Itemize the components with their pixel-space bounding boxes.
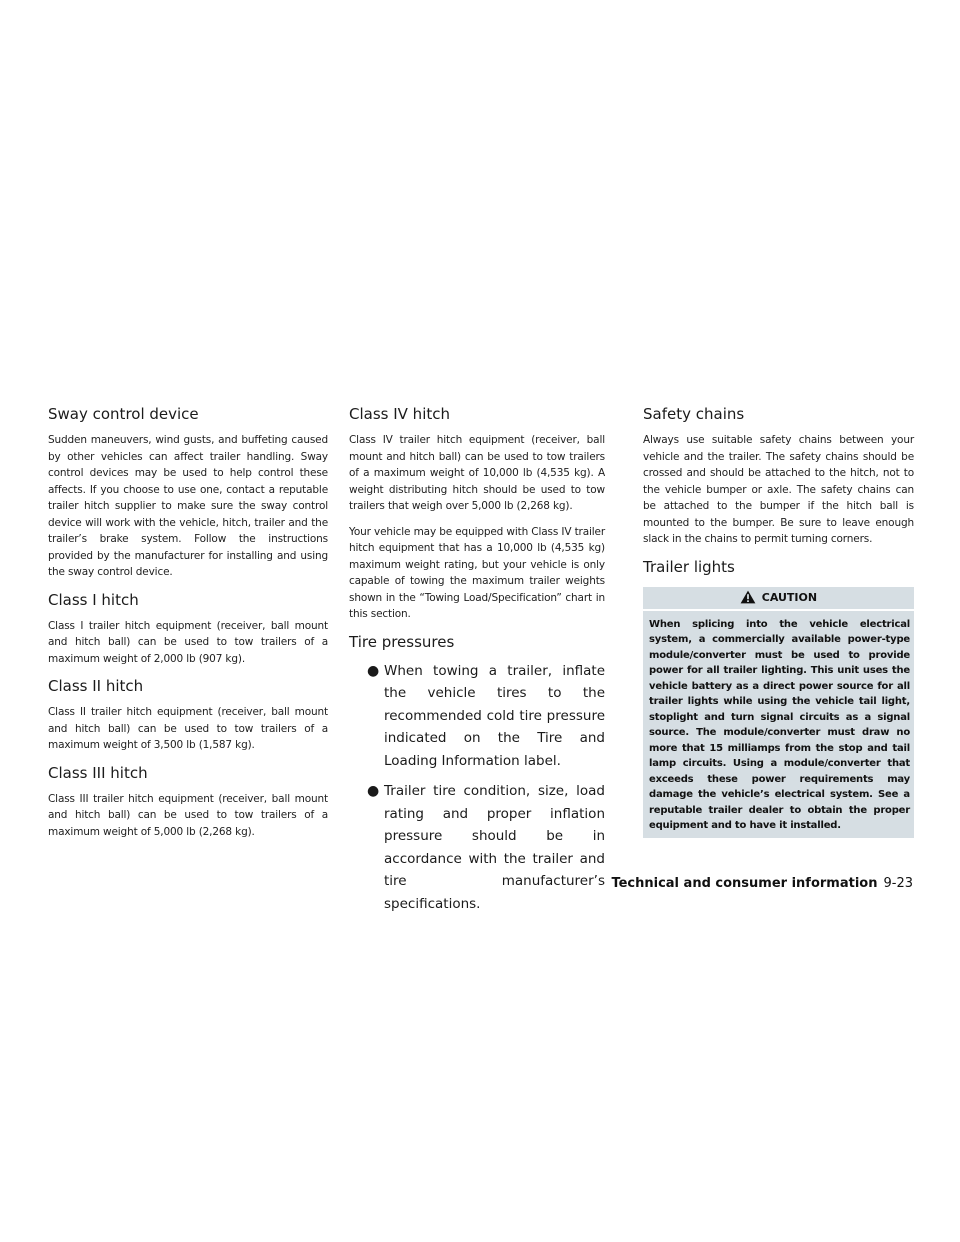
caution-header: [643, 587, 914, 611]
bullet-icon: ●: [367, 783, 380, 799]
section-trailer-lights: [643, 557, 914, 838]
caution-box: [643, 587, 914, 838]
heading-trailer-lights: Trailer lights: [643, 557, 735, 576]
heading-class-2-hitch: Class II hitch: [48, 677, 144, 695]
warning-triangle-icon: [740, 590, 756, 604]
footer-section-title: Technical and consumer information: [611, 876, 878, 891]
column-middle: [349, 404, 605, 923]
caution-text: When splicing into the vehicle electrical system, a commercially available power-type module/converter must be used to provide power for all trailer lighting. This unit uses the vehicle battery as a direct power source for all trailer lights while using the vehicle tail light, stoplight and turn signal circuits as a signal source. The module/converter must draw no more that 15 milliamps from the stop and tail lamp circuits. Using a module/converter that exceeds these power requirements may damage the vehicle’s electrical system. See a reputable trailer dealer to obtain the proper equipment and to have it installed.: [649, 618, 910, 831]
heading-class-4-hitch: Class IV hitch: [349, 405, 450, 423]
text-class-4-hitch-2: Your vehicle may be equipped with Class IV trailer hitch equipment that has a 10,000 lb (4,535 kg) maximum weight rating, but your vehicle is only capable of towing the maximum trailer weights shown in the “Towing Load/Specification” chart in this section.: [349, 525, 605, 620]
text-class-1-hitch: Class I trailer hitch equipment (receiver, ball mount and hitch ball) can be used to tow trailers of a maximum weight of 2,000 lb (907 kg).: [48, 619, 328, 665]
heading-sway-control: Sway control device: [48, 405, 199, 423]
text-class-4-hitch-1: Class IV trailer hitch equipment (receiver, ball mount and hitch ball) can be used to tow trailers of a maximum weight of 10,000 lb (4,535 kg). A weight distributing hitch should be used to tow trailers that weigh over 5,000 lb (2,268 kg).: [349, 434, 605, 512]
section-safety-chains: [643, 404, 914, 548]
list-item: [349, 780, 605, 915]
heading-tire-pressures: Tire pressures: [349, 632, 455, 651]
section-class-2-hitch: [48, 676, 328, 754]
column-right: [643, 404, 914, 838]
tire-pressure-list: [349, 660, 605, 916]
heading-class-3-hitch: Class III hitch: [48, 763, 148, 782]
bullet-icon: ●: [367, 662, 380, 679]
text-class-2-hitch: Class II trailer hitch equipment (receiver, ball mount and hitch ball) can be used to tow trailers of a maximum weight of 3,500 lb (1,587 kg).: [48, 706, 328, 751]
heading-class-1-hitch: Class I hitch: [48, 590, 139, 609]
list-item-text: When towing a trailer, inflate the vehicle tires to the recommended cold tire pressure indicated on the Tire and Loading Information label.: [384, 662, 605, 769]
text-safety-chains: Always use suitable safety chains between your vehicle and the trailer. The safety chains should be crossed and should be attached to the hitch, not to the vehicle bumper or axle. The safety chains can be attached to the bumper if the hitch ball is mounted to the bumper. Be sure to leave enough slack in the chains to permit turning corners.: [643, 434, 914, 545]
caution-title: CAUTION: [761, 590, 818, 604]
heading-safety-chains: Safety chains: [643, 405, 745, 423]
section-class-3-hitch: [48, 763, 328, 841]
page-number: 9-23: [883, 876, 913, 891]
section-tire-pressures: [349, 632, 605, 916]
page-footer: [611, 876, 913, 891]
section-sway-control: [48, 404, 328, 581]
text-class-3-hitch: Class III trailer hitch equipment (receiver, ball mount and hitch ball) can be used to tow trailers of a maximum weight of 5,000 lb (2,268 kg).: [48, 792, 328, 838]
list-item-text: Trailer tire condition, size, load rating and proper inflation pressure should be in accordance with the trailer and tire manufacturer’s specifications.: [384, 783, 605, 912]
list-item: [349, 660, 605, 773]
column-left: [48, 404, 328, 849]
section-class-1-hitch: [48, 590, 328, 668]
section-class-4-hitch: [349, 404, 605, 623]
text-sway-control: Sudden maneuvers, wind gusts, and buffeting caused by other vehicles can affect trailer handling. Sway control devices may be used to help control these affects. If you choose to use one, contact a reputable trailer hitch supplier to make sure the sway control device will work with the vehicle, hitch, trailer and the trailer’s brake system. Follow the instructions provided by the manufacturer for installing and using the sway control device.: [48, 434, 328, 578]
